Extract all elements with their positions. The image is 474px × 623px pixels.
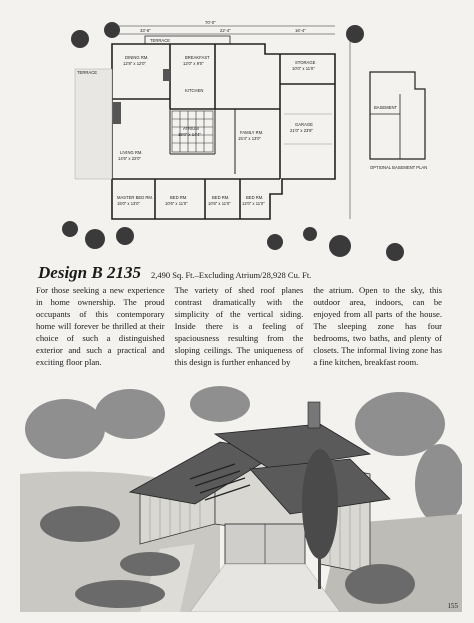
page-number: 155: [447, 602, 458, 610]
floor-plan: [20, 14, 460, 264]
design-title: Design B 2135: [38, 263, 141, 282]
master-size: 15'0" x 13'0": [117, 201, 140, 206]
atrium-size: 16'0" x 14'4": [178, 132, 201, 137]
basement-label: BASEMENT: [374, 105, 398, 110]
breakfast-size: 12'0" x 9'0": [183, 61, 204, 66]
kitchen-label: KITCHEN: [185, 88, 204, 93]
terrace-left-label: TERRACE: [77, 70, 98, 75]
family-label: FAMILY RM.: [240, 130, 264, 135]
optional-basement-caption: OPTIONAL BASEMENT PLAN: [370, 165, 428, 170]
dim-b: 22'-4": [220, 28, 231, 33]
living-label: LIVING RM.: [120, 150, 143, 155]
breakfast-label: BREAKFAST: [185, 55, 210, 60]
house-rendering: [20, 374, 462, 612]
storage-label: STORAGE: [295, 60, 316, 65]
living-size: 14'6" x 22'0": [118, 156, 141, 161]
atrium-label: ATRIUM: [183, 126, 199, 131]
design-title-row: [38, 263, 448, 283]
dim-a: 33'-6": [140, 28, 151, 33]
design-stats: 2,490 Sq. Ft.–Excluding Atrium/28,928 Cu. Ft.: [150, 270, 312, 280]
bed4-size: 12'0" x 11'0": [242, 201, 265, 206]
bed3-size: 10'6" x 11'0": [208, 201, 231, 206]
dining-label: DINING RM.: [125, 55, 149, 60]
storage-size: 10'0" x 11'0": [292, 66, 315, 71]
tree-symbol: [71, 30, 89, 48]
family-size: 15'4" x 13'0": [238, 136, 261, 141]
description-col-1: For those seeking a new experience in home ownership. The proud occupants of this contemporary home will forever be thrilled at their choice of such a distinguished exterior and such a practical and exciting floor plan.: [36, 285, 165, 367]
dining-size: 12'8" x 12'0": [123, 61, 146, 66]
overall-width-dim: 70'-0": [205, 20, 216, 25]
bed2-size: 10'6" x 11'0": [165, 201, 188, 206]
description-col-3: the atrium. Open to the sky, this outdoor area, indoors, can be enjoyed from all parts of the house. The sleeping zone has four bedrooms, two baths, and plenty of closets. The informal living zone has a fine kitchen, breakfast room.: [313, 285, 442, 367]
bed3-label: BED RM.: [212, 195, 230, 200]
bed4-label: BED RM.: [246, 195, 264, 200]
garage-label: GARAGE: [295, 122, 313, 127]
master-label: MASTER BED RM.: [117, 195, 154, 200]
terrace-top-label: TERRACE: [150, 38, 171, 43]
description-col-2: The variety of shed roof planes contrast dramatically with the simplicity of the vertical siding. Inside there is a feeling of spaciousness resulting from the sloping ceilings. The uniqueness of this design is further enhanced by: [174, 285, 304, 367]
garage-size: 21'0" x 23'8": [290, 128, 313, 133]
dim-c: 16'-4": [295, 28, 306, 33]
bed2-label: BED RM.: [170, 195, 188, 200]
